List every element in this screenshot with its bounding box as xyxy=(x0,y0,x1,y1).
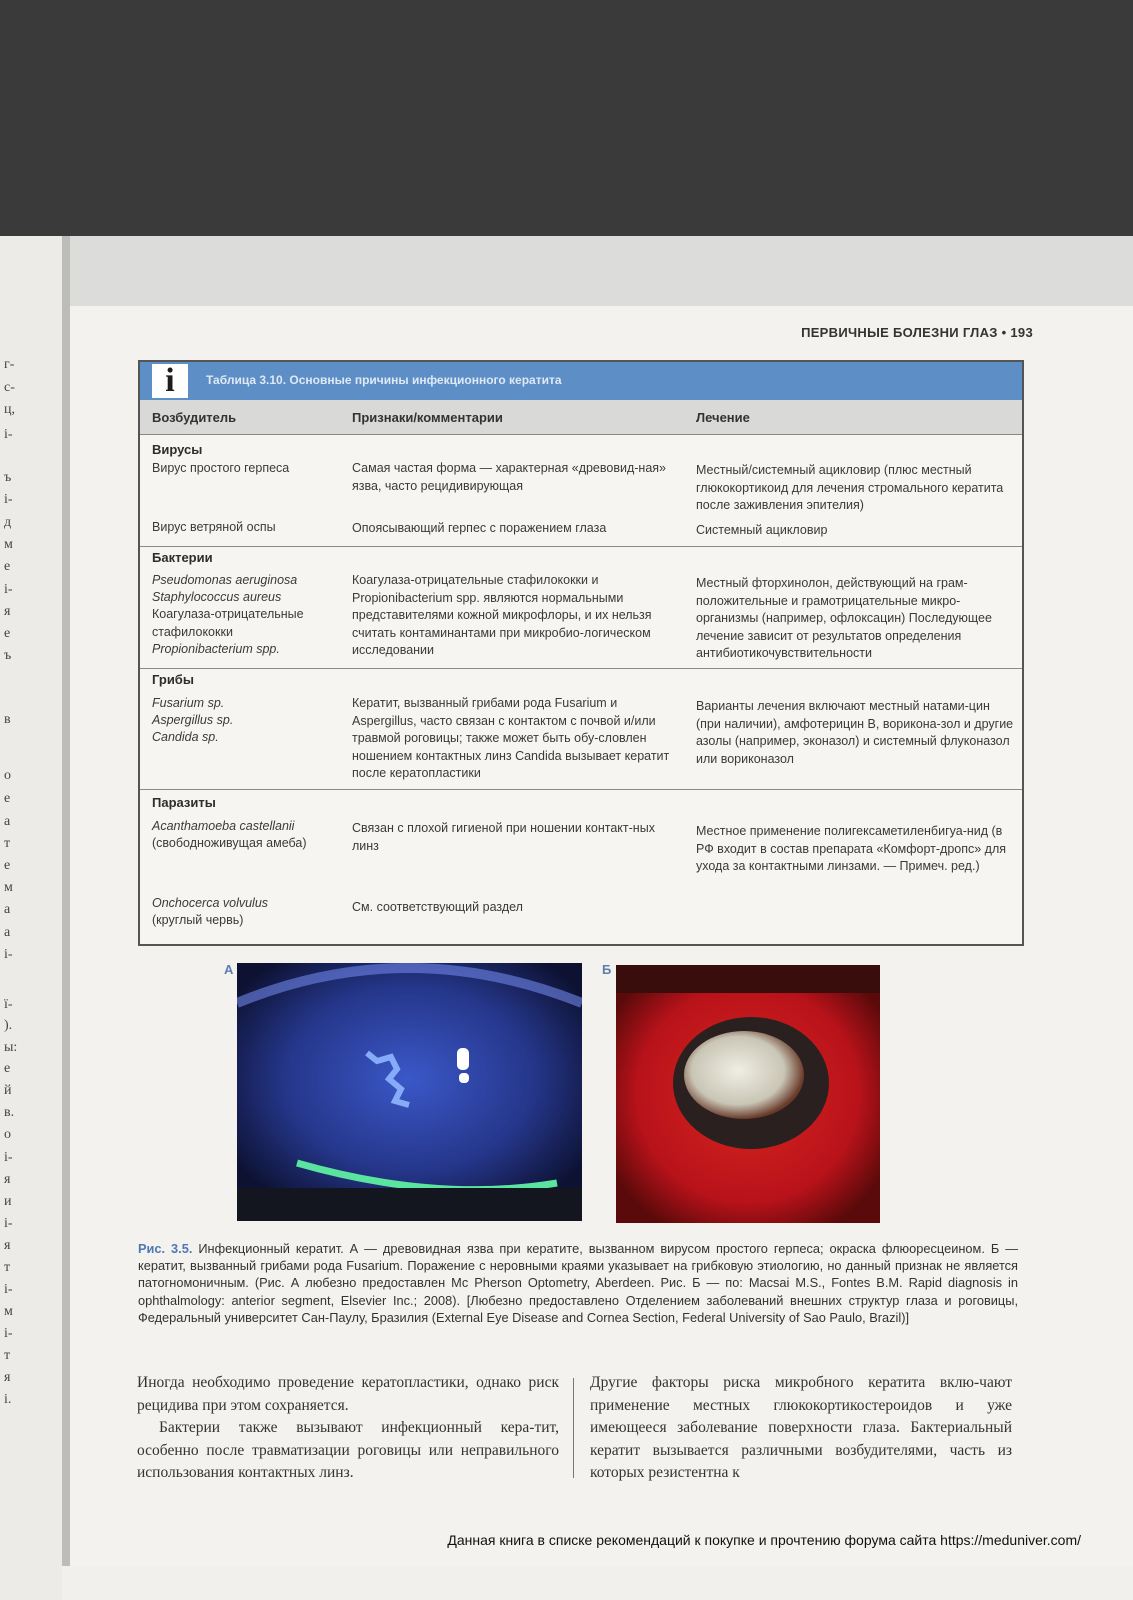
table-cell-agent: Propionibacterium spp. xyxy=(152,642,280,656)
column-header-agent: Возбудитель xyxy=(152,410,237,425)
scan-dark-band xyxy=(0,0,1133,236)
margin-text-fragment: і- xyxy=(4,1282,13,1297)
body-column-left xyxy=(137,1372,559,1485)
body-paragraph: Другие факторы риска микробного кератита вклю-чают применение местных глюкокортикостероидов и уже имеющееся заболевание поверхности глаза. Бактериальный кератит вызывается различными возбудителями, часть из которых резистентна к xyxy=(590,1374,1012,1481)
margin-text-fragment: д xyxy=(4,515,12,530)
margin-text-fragment: о xyxy=(4,1127,11,1142)
table-cell-treatment: Варианты лечения включают местный натами-цин (при наличии), амфотерицин В, ворикона-зол и другие азолы (например, эконазол) и системный флуконазол или вориконазол xyxy=(696,699,1014,766)
margin-text-fragment: ъ xyxy=(4,470,12,485)
group-label-fungi: Грибы xyxy=(152,672,194,687)
margin-text-fragment: я xyxy=(4,1172,11,1187)
page-top-strip xyxy=(70,236,1133,306)
table-cell-signs: См. соответствующий раздел xyxy=(352,900,523,914)
margin-text-fragment: ъ xyxy=(4,648,12,663)
table-title: Таблица 3.10. Основные причины инфекционного кератита xyxy=(206,373,562,387)
group-label-bacteria: Бактерии xyxy=(152,550,213,565)
table-banner xyxy=(140,362,1022,400)
margin-text-fragment: с- xyxy=(4,380,15,395)
table-cell-signs: Самая частая форма — характерная «древовид-ная» язва, часто рецидивирующая xyxy=(352,461,666,493)
table-cell-signs: Коагулаза-отрицательные стафилококки и Propionibacterium spp. являются нормальными представителями кожной микрофлоры, и их нельзя считать контаминантами при микробио-логическом исследовании xyxy=(352,573,652,657)
table-cell-agent: (круглый червь) xyxy=(152,913,244,927)
column-header-signs: Признаки/комментарии xyxy=(352,410,503,425)
margin-text-fragment: в xyxy=(4,712,11,727)
table-cell-agent: Вирус простого герпеса xyxy=(152,461,290,475)
figure-label-b: Б xyxy=(602,962,612,977)
column-header-treatment: Лечение xyxy=(696,410,750,425)
group-label-parasites: Паразиты xyxy=(152,795,216,810)
table-cell-agent: Aspergillus sp. xyxy=(152,713,234,727)
table-cell-agent: Onchocerca volvulus xyxy=(152,896,269,910)
table-cell-agent: Staphylococcus aureus xyxy=(152,590,282,604)
table-cell-agent: Fusarium sp. xyxy=(152,696,225,710)
margin-text-fragment: е xyxy=(4,1061,11,1076)
body-column-right xyxy=(590,1372,1012,1485)
margin-text-fragment: я xyxy=(4,1238,11,1253)
margin-text-fragment: ). xyxy=(4,1018,13,1033)
table-cell-agent: Candida sp. xyxy=(152,730,219,744)
margin-text-fragment: і- xyxy=(4,427,13,442)
margin-text-fragment: м xyxy=(4,880,13,895)
margin-text-fragment: е xyxy=(4,626,11,641)
margin-text-fragment: т xyxy=(4,1260,11,1275)
margin-text-fragment: я xyxy=(4,1370,11,1385)
table-cell-agent: Вирус ветряной оспы xyxy=(152,520,276,534)
group-label-viruses: Вирусы xyxy=(152,442,203,457)
photo-fungal-keratitis xyxy=(616,965,880,1223)
margin-text-fragment: а xyxy=(4,925,11,940)
previous-page-margin xyxy=(0,236,62,1600)
table-cell-treatment: Местное применение полигексаметиленбигуа-нид (в РФ входит в состав препарата «Комфорт-дропс» для ухода за контактными линзами. — Примеч. ред.) xyxy=(696,824,1007,873)
column-divider xyxy=(573,1378,574,1478)
table-cell-treatment: Системный ацикловир xyxy=(696,523,828,537)
margin-text-fragment: і- xyxy=(4,582,13,597)
margin-text-fragment: т xyxy=(4,1348,11,1363)
margin-text-fragment: а xyxy=(4,902,11,917)
figure-caption xyxy=(138,1240,1018,1326)
margin-text-fragment: т xyxy=(4,836,11,851)
margin-text-fragment: і- xyxy=(4,1326,13,1341)
running-head: ПЕРВИЧНЫЕ БОЛЕЗНИ ГЛАЗ • 193 xyxy=(801,325,1033,340)
table-cell-treatment: Местный фторхинолон, действующий на грам-положительные и грамотрицательные микро-организмы (например, офлоксацин) Последующее лечение зависит от результатов определения антибиотикочувствительности xyxy=(696,576,992,660)
table-cell-agent: Коагулаза-отрицательные стафилококки xyxy=(152,607,304,639)
table-cell-signs: Связан с плохой гигиеной при ношении контакт-ных линз xyxy=(352,821,655,853)
group-divider xyxy=(140,789,1022,790)
margin-text-fragment: е xyxy=(4,791,11,806)
table-cell-treatment: Местный/системный ацикловир (плюс местный глюкокортикоид для лечения стромального кератита после заживления эпителия) xyxy=(696,463,1004,512)
table-cell-agent: Pseudomonas aeruginosa xyxy=(152,573,298,587)
margin-text-fragment: і- xyxy=(4,492,13,507)
margin-text-fragment: е xyxy=(4,559,11,574)
margin-text-fragment: о xyxy=(4,768,11,783)
margin-text-fragment: і- xyxy=(4,947,13,962)
footer-note: Данная книга в списке рекомендаций к покупке и прочтению форума сайта https://meduniver.com/ xyxy=(447,1532,1081,1548)
group-divider xyxy=(140,546,1022,547)
margin-text-fragment: м xyxy=(4,537,13,552)
margin-text-fragment: і- xyxy=(4,1216,13,1231)
margin-text-fragment: й xyxy=(4,1083,12,1098)
margin-text-fragment: я xyxy=(4,604,11,619)
table-cell-agent: (свободноживущая амеба) xyxy=(152,836,307,850)
table-cell-signs: Опоясывающий герпес с поражением глаза xyxy=(352,521,607,535)
figure-label-a: А xyxy=(224,962,234,977)
margin-text-fragment: в. xyxy=(4,1105,15,1120)
keratitis-causes-table xyxy=(138,360,1024,946)
margin-text-fragment: г- xyxy=(4,357,15,372)
margin-text-fragment: а xyxy=(4,814,11,829)
margin-text-fragment: ц, xyxy=(4,402,15,417)
table-header-row xyxy=(140,400,1022,435)
figure-caption-text: Инфекционный кератит. А — древовидная язва при кератите, вызванном вирусом простого герпеса; окраска флюоресцеином. Б — кератит, вызванный грибами рода Fusarium. Поражение с неровными краями указывает на грибковую этиологию, но данный признак не является патогномоничным. (Рис. А любезно предоставлен Mc Pherson Optometry, Aberdeen. Рис. Б — по: Macsai M.S., Fontes B.M. Rapid diagnosis in ophthalmology: anterior segment, Elsevier Inc.; 2008). [Любезно предоставлено Отделением заболеваний внешних структур глаза и роговицы, Федеральный университет Сан-Паулу, Бразилия (External Eye Disease and Cornea Section, Federal University of Sao Paulo, Brazil)] xyxy=(138,1241,1018,1325)
body-paragraph: Иногда необходимо проведение кератопластики, однако риск рецидива при этом сохраняется. xyxy=(137,1374,559,1414)
table-cell-agent: Acanthamoeba castellanii xyxy=(152,819,295,833)
figure-caption-number: Рис. 3.5. xyxy=(138,1241,193,1256)
group-divider xyxy=(140,668,1022,669)
margin-text-fragment: і- xyxy=(4,1150,13,1165)
margin-text-fragment: и xyxy=(4,1194,12,1209)
margin-text-fragment: м xyxy=(4,1304,13,1319)
body-paragraph: Бактерии также вызывают инфекционный кера-тит, особенно после травматизации роговицы или неправильного использования контактных линз. xyxy=(137,1419,559,1481)
info-icon: i xyxy=(152,364,188,398)
photo-herpes-keratitis xyxy=(237,963,582,1221)
margin-text-fragment: ы: xyxy=(4,1040,18,1055)
margin-text-fragment: ї- xyxy=(4,997,13,1012)
margin-text-fragment: і. xyxy=(4,1392,12,1407)
margin-text-fragment: е xyxy=(4,858,11,873)
table-cell-signs: Кератит, вызванный грибами рода Fusarium и Aspergillus, часто связан с контактом с почвой и/или травмой роговицы; также может быть обу-словлен ношением контактных линз Candida вызывает кератит после кератопластики xyxy=(352,696,670,780)
